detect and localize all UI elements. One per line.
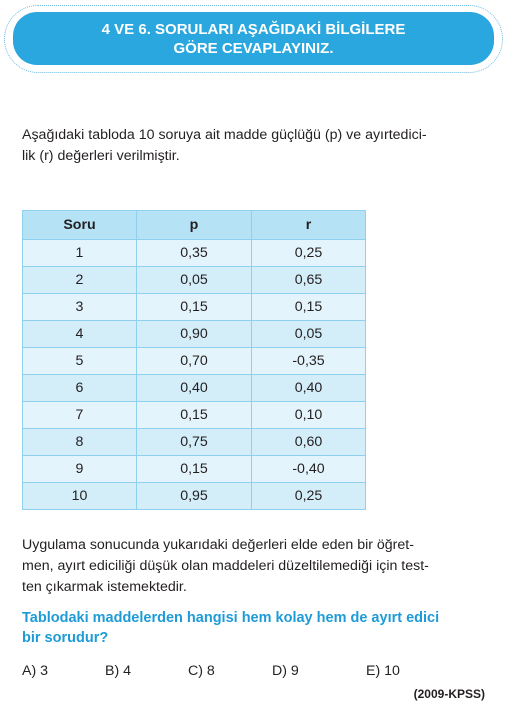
table-row <box>23 402 366 429</box>
table-row <box>23 375 366 402</box>
table-row <box>23 348 366 375</box>
answer-options <box>22 663 492 683</box>
intro-line-1: Aşağıdaki tabloda 10 soruya ait madde güçlüğü (p) ve ayırtedici- <box>22 127 427 143</box>
table-row <box>23 267 366 294</box>
source-citation: (2009-KPSS) <box>413 687 485 701</box>
cell-r: 0,40 <box>252 375 366 402</box>
cell-soru: 2 <box>23 267 137 294</box>
table-header-row <box>23 211 366 240</box>
cell-p: 0,15 <box>137 402 252 429</box>
column-header-soru: Soru <box>23 211 137 240</box>
option-c[interactable]: C) 8 <box>188 663 215 679</box>
question-line-2: bir sorudur? <box>22 630 109 646</box>
cell-r: 0,25 <box>252 240 366 267</box>
cell-p: 0,40 <box>137 375 252 402</box>
table-row <box>23 240 366 267</box>
option-d[interactable]: D) 9 <box>272 663 299 679</box>
cell-p: 0,05 <box>137 267 252 294</box>
paragraph-line-2: men, ayırt ediciliği düşük olan maddeleri düzeltilemediği için test- <box>22 558 429 574</box>
cell-p: 0,90 <box>137 321 252 348</box>
cell-r: 0,15 <box>252 294 366 321</box>
cell-r: 0,10 <box>252 402 366 429</box>
cell-p: 0,35 <box>137 240 252 267</box>
cell-r: 0,25 <box>252 483 366 510</box>
cell-soru: 10 <box>23 483 137 510</box>
cell-soru: 7 <box>23 402 137 429</box>
cell-soru: 6 <box>23 375 137 402</box>
table-row <box>23 456 366 483</box>
cell-soru: 3 <box>23 294 137 321</box>
intro-text <box>22 125 490 167</box>
cell-r: 0,60 <box>252 429 366 456</box>
option-b[interactable]: B) 4 <box>105 663 132 679</box>
paragraph-line-1: Uygulama sonucunda yukarıdaki değerleri elde eden bir öğret- <box>22 537 414 553</box>
cell-soru: 4 <box>23 321 137 348</box>
item-analysis-table <box>22 210 366 510</box>
cell-r: -0,40 <box>252 456 366 483</box>
cell-p: 0,15 <box>137 456 252 483</box>
question-line-1: Tablodaki maddelerden hangisi hem kolay hem de ayırt edici <box>22 610 440 626</box>
cell-soru: 8 <box>23 429 137 456</box>
cell-soru: 9 <box>23 456 137 483</box>
context-paragraph <box>22 535 487 598</box>
cell-p: 0,75 <box>137 429 252 456</box>
option-e[interactable]: E) 10 <box>366 663 400 679</box>
table-row <box>23 429 366 456</box>
cell-soru: 1 <box>23 240 137 267</box>
option-a[interactable]: A) 3 <box>22 663 49 679</box>
cell-p: 0,95 <box>137 483 252 510</box>
column-header-p: p <box>137 211 252 240</box>
cell-r: -0,35 <box>252 348 366 375</box>
header-banner <box>13 12 494 65</box>
header-line-1: 4 VE 6. SORULARI AŞAĞIDAKİ BİLGİLERE <box>101 20 406 38</box>
header-line-2: GÖRE CEVAPLAYINIZ. <box>173 39 334 57</box>
cell-r: 0,05 <box>252 321 366 348</box>
cell-soru: 5 <box>23 348 137 375</box>
paragraph-line-3: ten çıkarmak istemektedir. <box>22 579 187 595</box>
column-header-r: r <box>252 211 366 240</box>
question-stem <box>22 608 487 648</box>
table-row <box>23 294 366 321</box>
cell-r: 0,65 <box>252 267 366 294</box>
cell-p: 0,15 <box>137 294 252 321</box>
cell-p: 0,70 <box>137 348 252 375</box>
table-row <box>23 321 366 348</box>
intro-line-2: lik (r) değerleri verilmiştir. <box>22 148 180 164</box>
table-row <box>23 483 366 510</box>
